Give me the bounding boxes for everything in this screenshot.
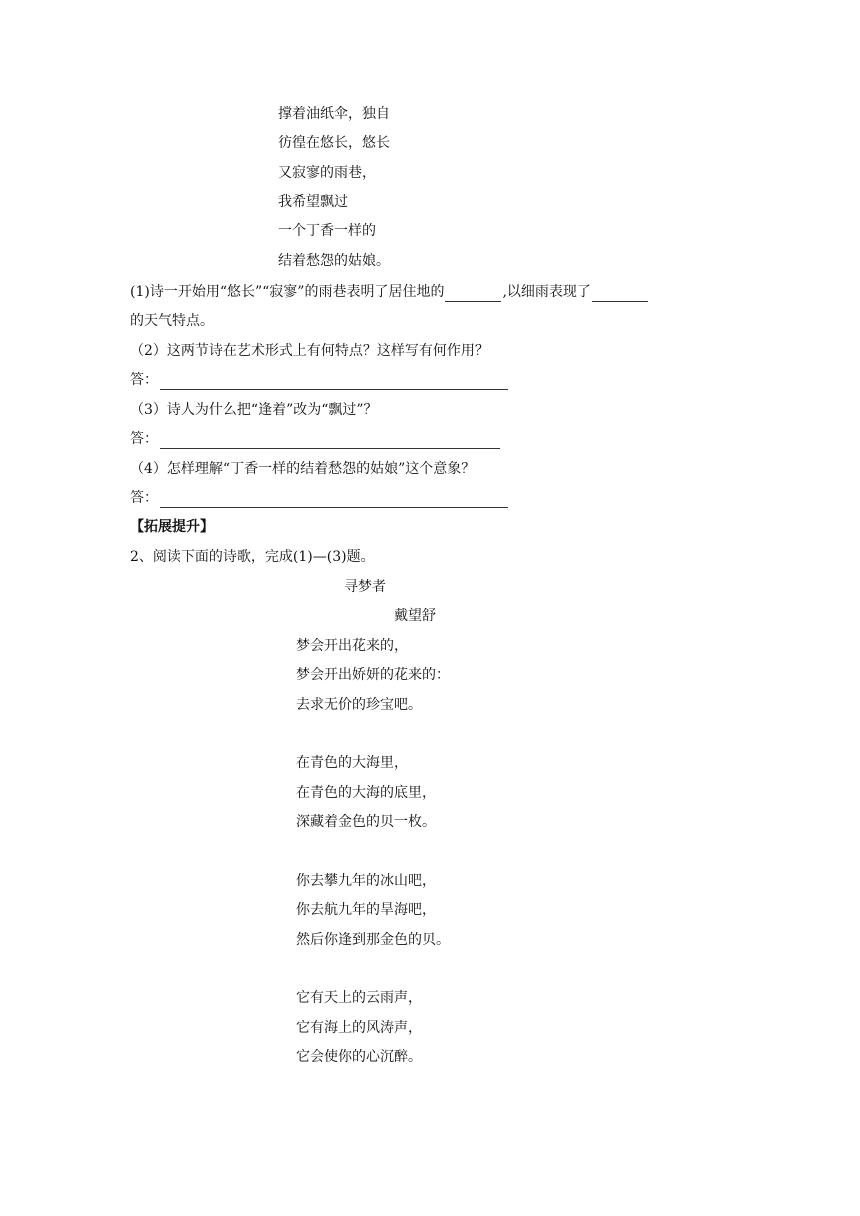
poem-line: 它有海上的风涛声， [296,1020,422,1036]
question-4-prompt: （4）怎样理解“丁香一样的结着愁怨的姑娘”这个意象？ [130,461,476,477]
answer-3-line[interactable] [160,434,500,449]
poem-title: 寻梦者 [344,579,386,595]
fill-blank-1[interactable] [445,287,501,302]
poem-line: 你去航九年的旱海吧， [296,902,436,918]
poem-line: 在青色的大海的底里， [296,785,436,801]
poem-line: 深藏着金色的贝一枚。 [296,814,436,830]
poem-line: 它有天上的云雨声， [296,990,422,1006]
answer-4-line[interactable] [160,493,508,508]
task-2-instruction: 2、阅读下面的诗歌，完成(1)—(3)题。 [130,549,375,565]
poem-line: 又寂寥的雨巷， [278,165,376,181]
answer-4-row [130,488,508,508]
poem-line: 一个丁香一样的 [278,223,376,239]
poem-line: 彷徨在悠长，悠长 [278,135,390,151]
poem-line: 梦会开出娇妍的花来的： [296,667,450,683]
question-2-prompt: （2）这两节诗在艺术形式上有何特点？这样写有何作用？ [130,343,489,359]
answer-4-label: 答： [130,490,158,506]
poem-line: 我希望飘过 [278,194,348,210]
poem-line: 去求无价的珍宝吧。 [296,697,422,713]
answer-2-row [130,370,508,390]
answer-2-line[interactable] [160,375,508,390]
poem-line: 它会使你的心沉醉。 [296,1049,422,1065]
section-title: 【拓展提升】 [130,519,214,535]
poem-line: 然后你逢到那金色的贝。 [296,932,450,948]
poem-line: 结着愁怨的姑娘。 [278,253,390,269]
answer-2-label: 答： [130,372,158,388]
question-3-prompt: （3）诗人为什么把“逢着”改为“飘过”？ [130,402,378,418]
answer-3-label: 答： [130,431,158,447]
poem-line: 撑着油纸伞，独自 [278,106,390,122]
question-1-part-a: (1)诗一开始用“悠长”“寂寥”的雨巷表明了居住地的 [130,284,445,300]
question-1-continuation: 的天气特点。 [130,313,214,329]
poem-line: 在青色的大海里， [296,755,408,771]
poem-line: 梦会开出花来的， [296,638,408,654]
answer-3-row [130,429,500,449]
question-1-part-b: ,以细雨表现了 [502,284,591,300]
fill-blank-2[interactable] [592,287,648,302]
question-1 [130,282,649,302]
poem-author: 戴望舒 [394,608,436,624]
poem-line: 你去攀九年的冰山吧， [296,873,436,889]
